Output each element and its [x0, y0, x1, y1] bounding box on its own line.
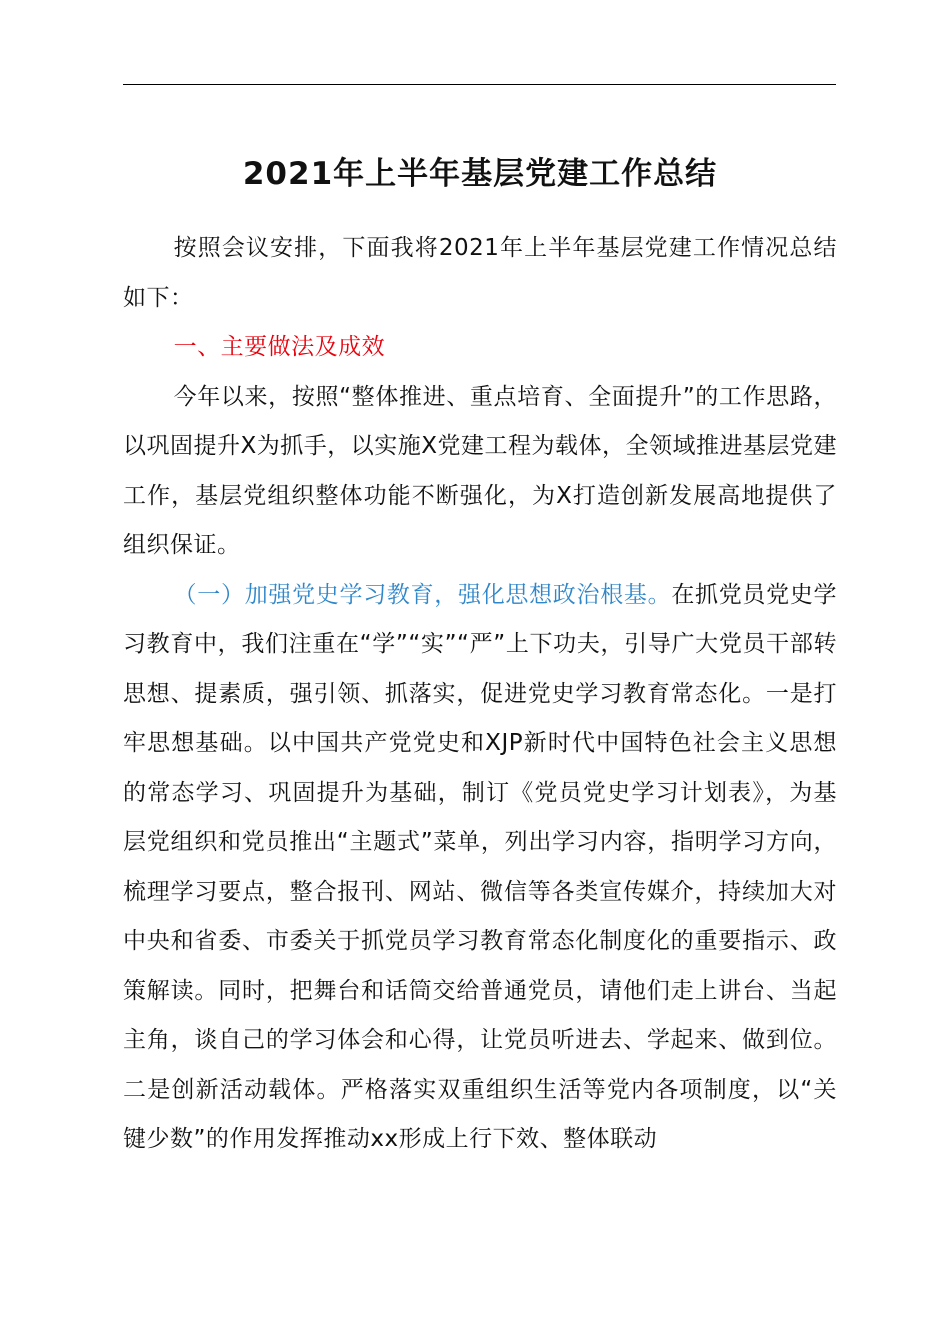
subsection-paragraph — [123, 571, 837, 1165]
intro-paragraph: 按照会议安排，下面我将2021年上半年基层党建工作情况总结如下： — [123, 235, 837, 311]
document-body — [123, 224, 837, 1165]
header-rule — [123, 84, 836, 85]
subsection-body: 在抓党员党史学习教育中，我们注重在“学”“实”“严”上下功夫，引导广大党员干部转思想、提素质，强引领、抓落实，促进党史学习教育常态化。一是打牢思想基础。以中国共产党党史和XJP新时代中国特色社会主义思想的常态学习、巩固提升为基础，制订《党员党史学习计划表》，为基层党组织和党员推出“主题式”菜单，列出学习内容，指明学习方向，梳理学习要点，整合报刊、网站、微信等各类宣传媒介，持续加大对中央和省委、市委关于抓党员学习教育常态化制度化的重要指示、政策解读。同时，把舞台和话筒交给普通党员，请他们走上讲台、当起主角，谈自己的学习体会和心得，让党员听进去、学起来、做到位。二是创新活动载体。严格落实双重组织生活等党内各项制度，以“关键少数”的作用发挥推动xx形成上行下效、整体联动 — [123, 581, 838, 1152]
section-paragraph: 今年以来，按照“整体推进、重点培育、全面提升”的工作思路，以巩固提升X为抓手，以实施X党建工程为载体，全领域推进基层党建工作，基层党组织整体功能不断强化，为X打造创新发展高地提供了组织保证。 — [123, 383, 838, 558]
subsection-heading: （一）加强党史学习教育，强化思想政治根基。 — [173, 581, 672, 608]
section-heading: 一、主要做法及成效 — [173, 334, 386, 360]
document-title: 2021年上半年基层党建工作总结 — [242, 156, 718, 192]
